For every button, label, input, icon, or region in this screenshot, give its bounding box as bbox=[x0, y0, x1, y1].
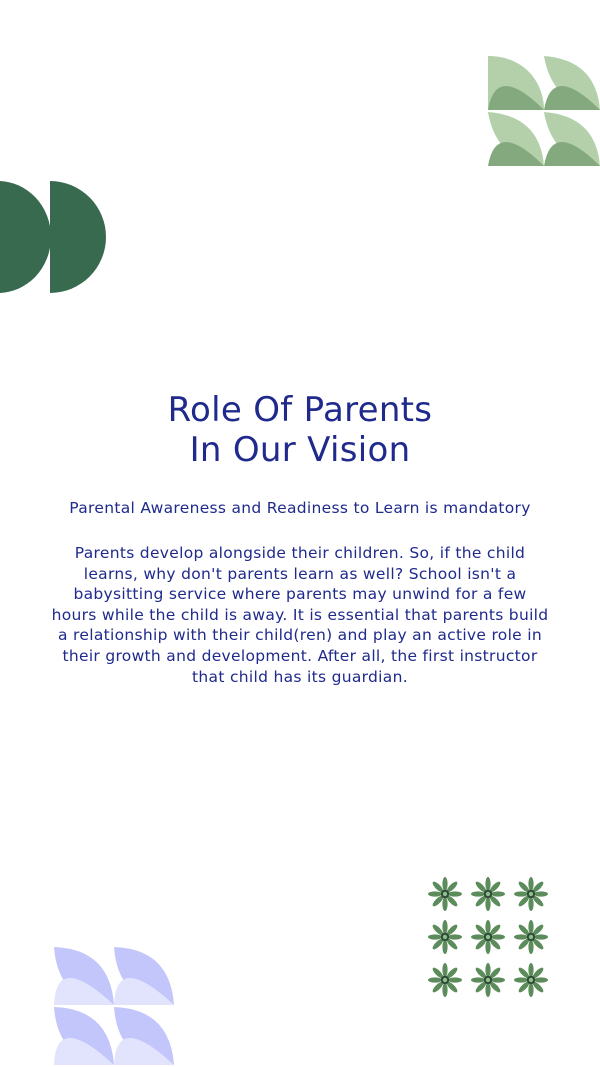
flower-grid-icon bbox=[426, 876, 552, 1000]
body-paragraph: Parents develop alongside their children. So, if the child learns, why don't parents learn as well? School isn't a babysitting service where parents may unwind for a few hours while the child is away. It is essential that parents build a relationship with their child(ren) and play an active role in their growth and development. After all, the first instructor that child has its guardian. bbox=[51, 544, 549, 686]
petal-cluster-icon bbox=[52, 945, 176, 1067]
leaf-cluster-icon bbox=[486, 54, 600, 170]
title-line-2: In Our Vision bbox=[189, 430, 411, 470]
title-line-1: Role Of Parents bbox=[167, 390, 433, 430]
main-content bbox=[40, 390, 560, 687]
half-circles-icon bbox=[0, 181, 110, 295]
page-title bbox=[40, 390, 560, 470]
subtitle: Parental Awareness and Readiness to Learn is mandatory bbox=[69, 499, 531, 517]
